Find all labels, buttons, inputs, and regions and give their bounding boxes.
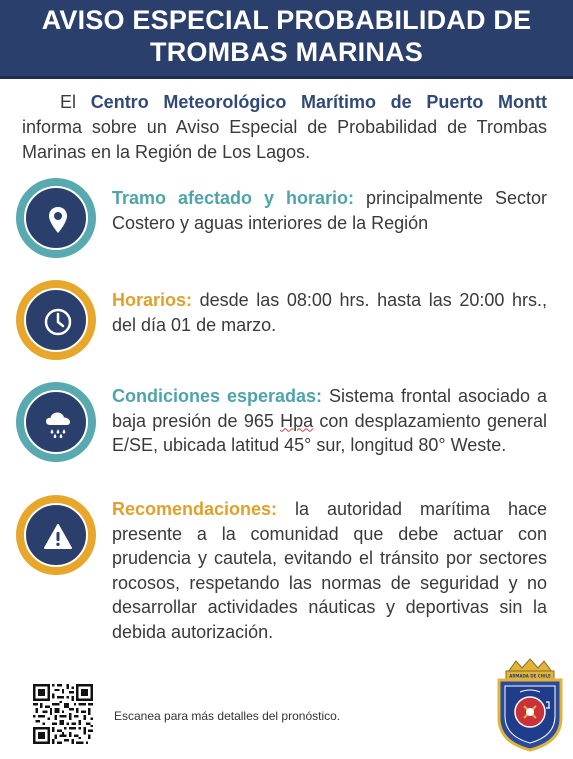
- svg-text:ARMADA DE CHILE: ARMADA DE CHILE: [509, 673, 551, 679]
- clock-icon: [16, 280, 96, 360]
- center-name: Centro Meteorológico Marítimo de Puerto Montt: [90, 92, 547, 112]
- rain-cloud-icon: [16, 382, 96, 462]
- recommendations-text: la autoridad marítima hace presente a la comunidad que debe actuar con prudencia y cautela, evitando el tránsito por sectores rocosos, respetando las normas de seguridad y no desarrollar actividades náuticas y deportivas sin la debida autorización.: [112, 499, 547, 642]
- navy-crest-logo: [494, 658, 566, 752]
- page-title-line-2: TROMBAS MARINAS: [150, 37, 423, 67]
- schedule-label: Horarios:: [112, 290, 193, 310]
- warning-icon: [16, 495, 96, 575]
- conditions-text-before: Sistema frontal asociado a baja presión de 965: [112, 386, 547, 431]
- affected-area-label: Tramo afectado y horario:: [112, 188, 354, 208]
- conditions-label: Condiciones esperadas:: [112, 386, 323, 406]
- schedule-item: [112, 288, 547, 337]
- location-pin-icon: [16, 178, 96, 258]
- page-title-line-1: AVISO ESPECIAL PROBABILIDAD DE: [41, 5, 532, 35]
- recommendations-item: [112, 497, 547, 644]
- qr-code[interactable]: [33, 684, 93, 744]
- schedule-text: desde las 08:00 hrs. hasta las 20:00 hrs., del día 01 de marzo.: [112, 290, 547, 335]
- scan-instructions: Escanea para más detalles del pronóstico.: [114, 709, 341, 723]
- intro-text: informa sobre un Aviso Especial de Probabilidad de Trombas Marinas en la Región de Los Lagos.: [22, 117, 547, 162]
- recommendations-label: Recomendaciones:: [112, 499, 278, 519]
- affected-area-item: [112, 186, 547, 235]
- pressure-unit: Hpa: [280, 410, 314, 431]
- intro-prefix: El: [60, 92, 77, 112]
- intro-paragraph: [22, 90, 547, 165]
- title-banner: [0, 0, 573, 79]
- affected-area-text: principalmente Sector Costero y aguas interiores de la Región: [112, 188, 547, 233]
- conditions-item: [112, 384, 547, 458]
- conditions-text-after: con desplazamiento general E/SE, ubicada latitud 45° sur, longitud 80° Weste.: [112, 410, 547, 455]
